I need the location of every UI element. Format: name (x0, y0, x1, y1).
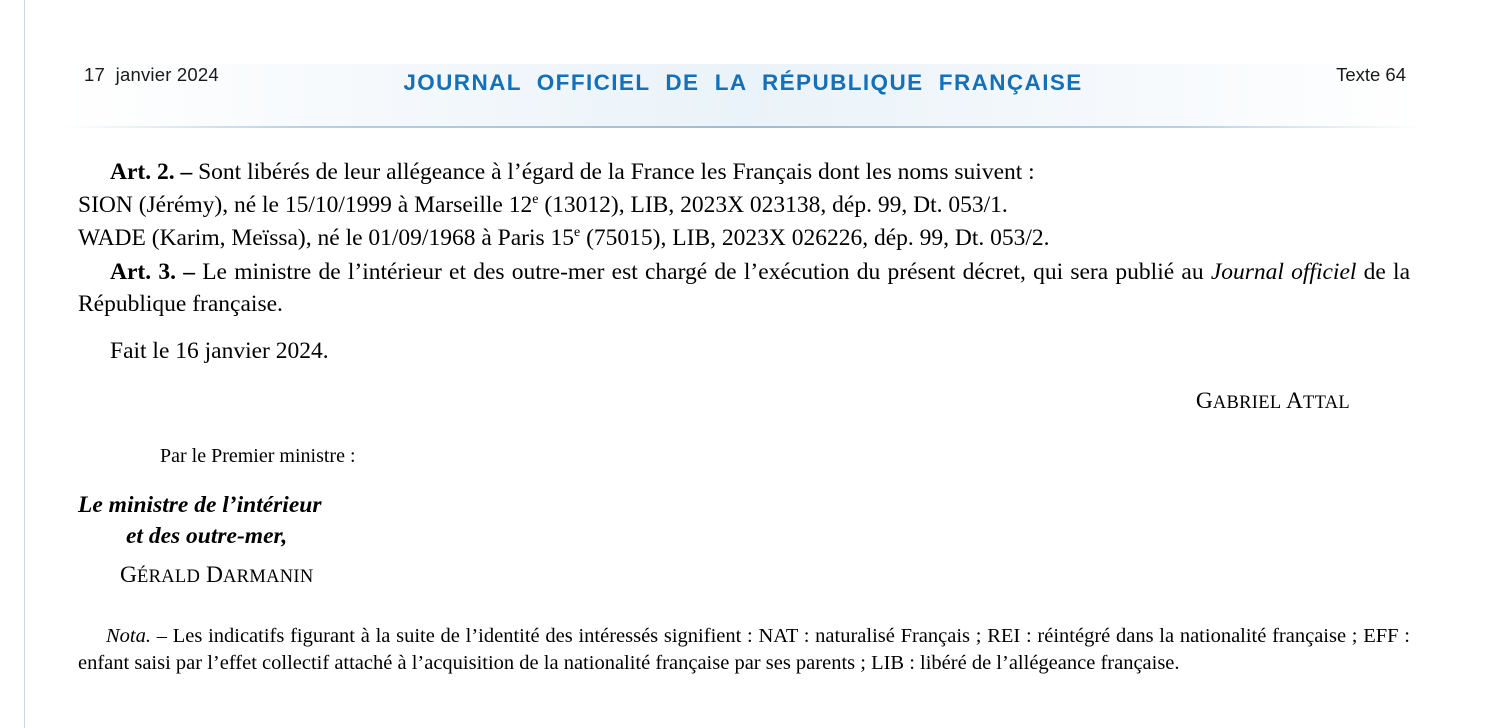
minister-last-cap: D (200, 562, 224, 589)
name-entry-2-sup: e (574, 225, 581, 241)
signature-last-cap: A (1281, 388, 1304, 415)
page-header (62, 64, 1424, 126)
article-3-text-after: de la République française. (78, 259, 1411, 318)
name-entry-1-after: (13012), LIB, 2023X 023138, dép. 99, Dt. 053/1. (538, 192, 1008, 219)
minister-signature (78, 559, 1410, 591)
signature-last-rest: TTAL (1303, 393, 1350, 414)
journal-title: JOURNAL OFFICIEL DE LA RÉPUBLIQUE FRANÇAISE (403, 70, 1083, 95)
name-entry-2-after: (75015), LIB, 2023X 026226, dép. 99, Dt. 053/2. (580, 225, 1050, 252)
minister-last-rest: ARMANIN (223, 567, 314, 588)
nota-label: Nota. (106, 625, 151, 648)
minister-first-cap: G (120, 562, 137, 589)
minister-title-line1: Le ministre de l’intérieur (78, 491, 322, 518)
page-left-rule (24, 0, 25, 728)
article-3-text-before: Le ministre de l’intérieur et des outre-mer est chargé de l’exécution du présent décret, qui sera publié au (202, 259, 1211, 286)
name-entry-1-sup: e (532, 192, 539, 208)
header-divider (62, 126, 1424, 128)
article-2-paragraph (78, 156, 1410, 188)
nota-dash: – (151, 625, 173, 648)
header-date: 17 janvier 2024 (84, 64, 219, 85)
document-body (78, 156, 1410, 677)
name-entry-2-before: WADE (Karim, Meïssa), né le 01/09/1968 à Paris 15 (78, 225, 575, 252)
minister-title-line2: et des outre-mer, (126, 522, 288, 549)
minister-first-rest: ÉRALD (136, 567, 201, 588)
nota-paragraph (78, 623, 1410, 677)
article-3-label: Art. 3. (110, 259, 176, 286)
signature-first-rest: ABRIEL (1212, 393, 1282, 414)
par-le-premier-ministre: Par le Premier ministre : (160, 445, 356, 468)
article-2-label: Art. 2. (110, 159, 175, 185)
header-texte-number: Texte 64 (1336, 64, 1406, 85)
signature-prime-minister (78, 385, 1410, 417)
article-3-dash: – (183, 259, 195, 286)
article-2-dash: – (180, 159, 193, 185)
fait-line: Fait le 16 janvier 2024. (110, 338, 329, 365)
article-3-journal-officiel: Journal officiel (1210, 259, 1357, 286)
signature-first-cap: G (1195, 388, 1213, 415)
article-2-text: Sont libérés de leur allégeance à l’égard de la France les Français dont les noms suivent : (198, 159, 1035, 185)
minister-title (78, 490, 1410, 553)
article-3-paragraph (78, 256, 1410, 320)
name-entry-1 (78, 189, 1410, 221)
name-entry-1-before: SION (Jérémy), né le 15/10/1999 à Marseille 12 (78, 192, 533, 219)
nota-text: Les indicatifs figurant à la suite de l’identité des intéressés signifient : NAT : naturalisé Français ; REI : réintégré dans la nationalité française ; EFF : enfant saisi par l’effet collectif attaché à l’acquisition de la nationalité française par ses parents ; LIB : libéré de l’allégeance française. (78, 625, 1410, 675)
name-entry-2 (78, 222, 1410, 254)
